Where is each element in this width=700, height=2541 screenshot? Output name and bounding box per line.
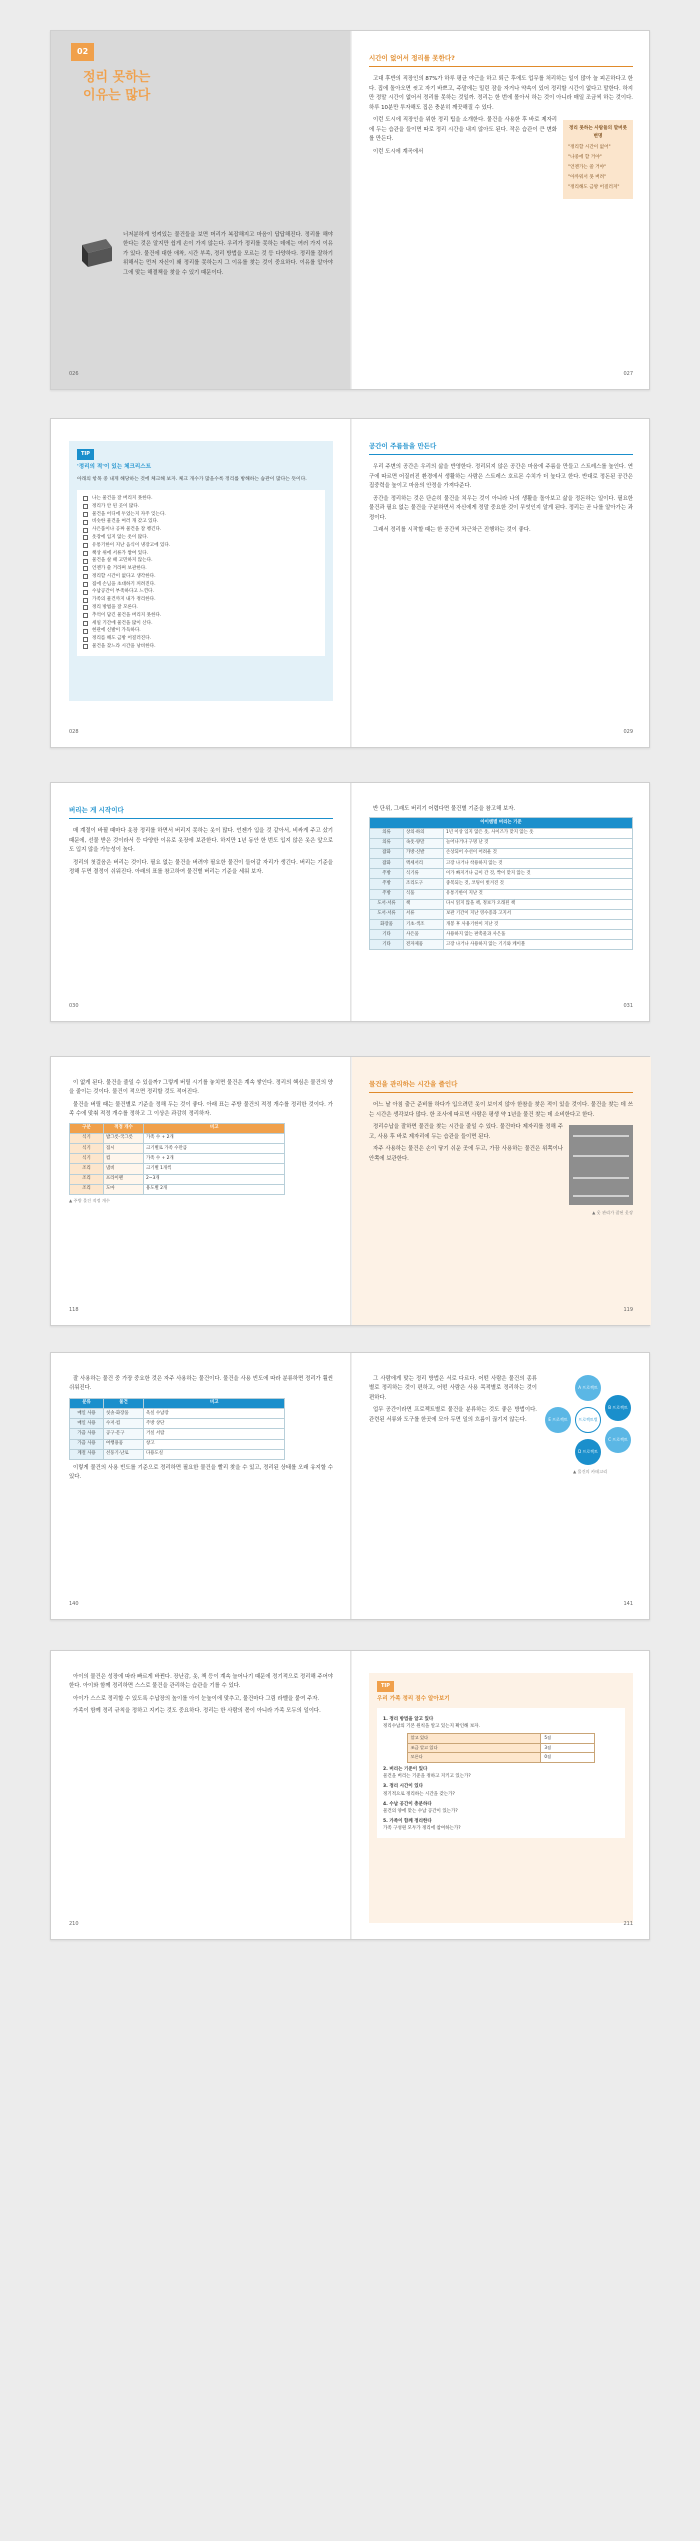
closet-shelf bbox=[573, 1155, 629, 1157]
table-cell: 조리 bbox=[70, 1184, 104, 1194]
page-number: 140 bbox=[69, 1601, 79, 1608]
paragraph: 이렇게 물건의 사용 빈도를 기준으로 정리하면 필요한 물건을 빨리 찾을 수 있고, 정리된 상태를 오래 유지할 수 있다. bbox=[69, 1464, 333, 1481]
diagram-node: D 프로젝트 bbox=[575, 1439, 601, 1465]
checklist-label: 물건을 찾느라 시간을 낭비한다. bbox=[92, 644, 156, 650]
table-cell: 사은품 bbox=[404, 930, 444, 940]
table-cell: 유통기한이 지난 것 bbox=[444, 889, 633, 899]
table-row bbox=[407, 1733, 595, 1743]
question-title: 5. 가족이 함께 정리한다 bbox=[383, 1819, 432, 1825]
chapter-title-line: 이유는 많다 bbox=[83, 88, 151, 104]
checklist-box bbox=[69, 441, 333, 701]
checkbox[interactable] bbox=[83, 629, 88, 634]
checklist-item[interactable] bbox=[83, 588, 319, 596]
book-spread-6 bbox=[50, 1650, 650, 1940]
book-spread-1 bbox=[50, 30, 650, 390]
checkbox[interactable] bbox=[83, 543, 88, 548]
table-cell: 액세서리 bbox=[404, 859, 444, 869]
table-cell: 매일 사용 bbox=[70, 1419, 104, 1429]
table-row bbox=[70, 1164, 285, 1174]
checkbox[interactable] bbox=[83, 574, 88, 579]
table-cell: 식기 bbox=[70, 1144, 104, 1154]
table-cell: 조리 bbox=[70, 1174, 104, 1184]
table-header: 비고 bbox=[144, 1398, 285, 1408]
tip-badge: TIP bbox=[377, 1681, 394, 1692]
table-row bbox=[370, 838, 633, 848]
checklist-label: 사은품이나 공짜 물건을 잘 챙긴다. bbox=[92, 527, 162, 533]
checklist-label: 물건을 어디에 두었는지 자주 잊는다. bbox=[92, 511, 166, 517]
section-body bbox=[369, 75, 633, 191]
checklist-label: 현관에 신발이 가득하다. bbox=[92, 628, 141, 634]
checklist-label: 물건을 살 때 고민하지 않는다. bbox=[92, 558, 153, 564]
table-row bbox=[70, 1133, 285, 1143]
paragraph: 자주 사용하는 물건은 손이 닿기 쉬운 곳에 두고, 가끔 사용하는 물건은 위쪽이나 안쪽에 보관한다. bbox=[369, 1146, 563, 1162]
section-body bbox=[69, 1079, 333, 1120]
checkbox[interactable] bbox=[83, 582, 88, 587]
section-body bbox=[69, 827, 333, 877]
table-cell: 가족 수 + 2개 bbox=[144, 1154, 285, 1164]
table-cell: 주방 상단 bbox=[144, 1419, 285, 1429]
closet-shelf bbox=[573, 1135, 629, 1137]
page-number: 026 bbox=[69, 371, 79, 378]
checklist-item[interactable] bbox=[83, 596, 319, 604]
paragraph: 물건을 버릴 때는 물건별로 기준을 정해 두는 것이 좋다. 아래 표는 주방 물건의 적정 개수를 정리한 것이다. 가족 수에 맞춰 적정 개수를 정하고 그 이상은 과감히 정리하자. bbox=[69, 1101, 333, 1118]
table-cell: 식기 bbox=[70, 1154, 104, 1164]
checklist-item[interactable] bbox=[83, 627, 319, 635]
paragraph: 잘 사용하는 물건 중 가장 중요한 것은 자주 사용하는 물건이다. 물건을 사용 빈도에 따라 분류하면 정리가 훨씬 쉬워진다. bbox=[69, 1376, 333, 1392]
paragraph: 이런 도시에 계곡에서 bbox=[373, 148, 424, 155]
list-item: "아까워서 못 버려" bbox=[568, 175, 607, 181]
table-row bbox=[70, 1174, 285, 1184]
table-cell: 화장품 bbox=[370, 920, 404, 930]
table-row bbox=[370, 899, 633, 909]
checklist-label: 정리할 시간이 없다고 생각한다. bbox=[92, 573, 156, 579]
section-title: 물건을 관리하는 시간을 줄인다 bbox=[369, 1079, 633, 1093]
table-cell: 계절 사용 bbox=[70, 1449, 104, 1459]
table-cell: 사용하지 않는 판촉물과 사은품 bbox=[444, 930, 633, 940]
section-title: 버리는 게 시작이다 bbox=[69, 805, 333, 819]
question-text: 물건의 양에 맞는 수납 공간이 있는가? bbox=[383, 1809, 458, 1814]
paragraph: 이 없게 된다. 물건을 줄일 수 있을까? 그렇게 버릴 시기를 놓치면 물건은 계속 쌓인다. 정리의 핵심은 물건의 양을 줄이는 것이다. 물건이 적으면 정리할 것도 적어진다. bbox=[69, 1080, 333, 1096]
list-item: "언젠가는 쓸 거야" bbox=[568, 165, 607, 171]
paragraph: 공간을 정리하는 것은 단순히 물건을 치우는 것이 아니라 나의 생활을 돌아보고 삶을 정돈하는 일이다. 필요한 물건과 필요 없는 물건을 구분하면서 자신에게 정말 중요한 것이 무엇인지 알게 된다. 정리는 곧 나를 알아가는 과정이다. bbox=[369, 495, 633, 521]
diagram-node: B 프로젝트 bbox=[605, 1395, 631, 1421]
section-body bbox=[69, 1375, 333, 1394]
checkbox[interactable] bbox=[83, 613, 88, 618]
excuse-box bbox=[563, 120, 633, 199]
score-table bbox=[407, 1733, 596, 1763]
table-cell: 크기별로 가족 수만큼 bbox=[144, 1144, 285, 1154]
chapter-title-line: 정리 못하는 bbox=[83, 70, 151, 85]
table-cell: 전자제품 bbox=[404, 940, 444, 950]
table-cell: 기초·색조 bbox=[404, 920, 444, 930]
checklist-label: 언젠가 쓸 거라며 보관한다. bbox=[92, 566, 147, 572]
table-cell: 2~3개 bbox=[144, 1174, 285, 1184]
left-page bbox=[51, 419, 351, 747]
checklist-item[interactable] bbox=[83, 604, 319, 612]
chapter-title bbox=[83, 69, 150, 105]
section-title: 공간이 주름들을 만든다 bbox=[369, 441, 633, 455]
table-cell: 속옷·양말 bbox=[404, 838, 444, 848]
paragraph: 업무 공간이라면 프로젝트별로 물건을 분류하는 것도 좋은 방법이다. 관련된 서류와 도구를 한곳에 모아 두면 일의 흐름이 끊기지 않는다. bbox=[369, 1407, 537, 1423]
question-title: 1. 정리 방법을 알고 있다 bbox=[383, 1716, 434, 1722]
section-body bbox=[369, 1375, 633, 1474]
section-body bbox=[369, 1101, 633, 1216]
tip-title: 우리 가족 정리 점수 알아보기 bbox=[377, 1695, 450, 1702]
chapter-number: 02 bbox=[71, 43, 94, 61]
checklist-item[interactable] bbox=[83, 581, 319, 589]
list-item: "정리해도 금방 어질러져" bbox=[568, 185, 620, 191]
checkbox[interactable] bbox=[83, 520, 88, 525]
table-cell: 가방·신발 bbox=[404, 848, 444, 858]
checklist-label: 책상 위에 서류가 쌓여 있다. bbox=[92, 550, 149, 556]
checklist-item[interactable] bbox=[83, 503, 319, 511]
table-row bbox=[70, 1429, 285, 1439]
table-cell: 의류 bbox=[370, 838, 404, 848]
checkbox[interactable] bbox=[83, 551, 88, 556]
tip-intro: 아래의 항목 중 내게 해당하는 것에 체크해 보자. 체크 개수가 많을수록 정리를 방해하는 습관이 많다는 뜻이다. bbox=[77, 476, 307, 482]
page-number: 028 bbox=[69, 729, 79, 736]
book-spread-5 bbox=[50, 1352, 650, 1620]
table-row bbox=[370, 930, 633, 940]
table-cell: 조리도구 bbox=[404, 879, 444, 889]
table-cell: 책 bbox=[404, 899, 444, 909]
question-text: 물건을 버리는 기준을 정하고 지키고 있는가? bbox=[383, 1774, 471, 1780]
table-row bbox=[70, 1439, 285, 1449]
table-cell: 서류 bbox=[404, 909, 444, 919]
checkbox[interactable] bbox=[83, 605, 88, 610]
table-cell: 도서·서류 bbox=[370, 909, 404, 919]
section-title: 시간이 없어서 정리를 못한다? bbox=[369, 53, 633, 67]
paragraph: 이런 도시에 직장인을 위한 정리 팁을 소개한다. 물건을 사용한 후 바로 제자리에 두는 습관을 들이면 따로 정리 시간을 내지 않아도 된다. 작은 습관이 큰 변화를 만든다. bbox=[369, 117, 557, 143]
kitchen-items-table bbox=[69, 1123, 285, 1195]
checklist-item[interactable] bbox=[83, 550, 319, 558]
table-cell: 여행용품 bbox=[104, 1439, 144, 1449]
table-cell: 알고 있다 bbox=[407, 1733, 541, 1743]
question-title: 4. 수납 공간이 충분하다 bbox=[383, 1801, 432, 1807]
page-number: 031 bbox=[623, 1003, 633, 1010]
closet-shelf bbox=[573, 1177, 629, 1179]
left-page bbox=[51, 1353, 351, 1619]
checklist-item[interactable] bbox=[83, 518, 319, 526]
table-row bbox=[370, 869, 633, 879]
diagram-node: E 프로젝트 bbox=[545, 1407, 571, 1433]
table-cell: 잡화 bbox=[370, 848, 404, 858]
section-body bbox=[369, 463, 633, 535]
paragraph: 정리수납을 잘하면 물건을 찾는 시간을 줄일 수 있다. 물건마다 제자리를 정해 주고, 사용 후 바로 제자리에 두는 습관을 들이면 된다. bbox=[369, 1124, 563, 1140]
checklist-label: 정리가 안 된 곳이 많다. bbox=[92, 503, 140, 509]
table-cell: 3점 bbox=[541, 1743, 595, 1753]
left-page bbox=[51, 1651, 351, 1939]
table-row bbox=[370, 879, 633, 889]
page-number: 030 bbox=[69, 1003, 79, 1010]
question-text: 가족 구성원 모두가 정리에 참여하는가? bbox=[383, 1826, 461, 1832]
checkbox[interactable] bbox=[83, 598, 88, 603]
table-cell: 크기별 1개씩 bbox=[144, 1164, 285, 1174]
paragraph: 고대 후반의 직장인의 87%가 하루 평균 야근을 하고 퇴근 후에도 업무를 처리하는 일이 많아 늘 피곤하다고 한다. 집에 돌아오면 씻고 자기 바쁘고, 주말에는 밀린 잠을 자거나 약속이 있어 정리할 시간이 없다고 말한다. 하지만 정말 시간이 없어서 정리를 못하는 것일까. 정리는 한 번에 몰아서 하는 것이 아니라 매일 조금씩 하는 것이다. 하루 10분만 투자해도 집은 충분히 깨끗해질 수 있다. bbox=[369, 76, 633, 111]
list-item: "정리할 시간이 없어" bbox=[568, 145, 611, 151]
table-header: 구분 bbox=[70, 1123, 104, 1133]
checklist-label: 정리 방법을 잘 모른다. bbox=[92, 605, 138, 611]
checkbox[interactable] bbox=[83, 621, 88, 626]
checklist-item[interactable] bbox=[83, 557, 319, 565]
discard-criteria-table bbox=[369, 817, 633, 950]
table-row bbox=[70, 1419, 285, 1429]
checklist-label: 가족의 물건까지 내가 정리한다. bbox=[92, 597, 156, 603]
tip-badge: TIP bbox=[77, 449, 94, 460]
checklist bbox=[77, 490, 325, 656]
checkbox[interactable] bbox=[83, 528, 88, 533]
table-header: 물건 bbox=[104, 1398, 144, 1408]
table-cell: 고장 나거나 착용하지 않는 것 bbox=[444, 859, 633, 869]
table-cell: 밥그릇·국그릇 bbox=[104, 1133, 144, 1143]
table-row bbox=[370, 920, 633, 930]
page-number: 211 bbox=[623, 1921, 633, 1928]
table-row bbox=[370, 828, 633, 838]
right-page bbox=[351, 31, 651, 389]
table-header: 적정 개수 bbox=[104, 1123, 144, 1133]
table-row bbox=[70, 1449, 285, 1459]
tip-title: '정리의 적'이 있는 체크리스트 bbox=[77, 463, 152, 470]
page-number: 027 bbox=[623, 371, 633, 378]
table-cell: 주방 bbox=[370, 869, 404, 879]
table-cell: 칫솔·화장품 bbox=[104, 1409, 144, 1419]
intro-paragraph: 너저분하게 엉켜있는 물건들을 보면 머리가 복잡해지고 마음이 답답해진다. 정리를 해야 한다는 것은 알지만 쉽게 손이 가지 않는다. 우리가 정리를 못하는 데에는 여러 가지 이유가 있다. 물건에 대한 애착, 시간 부족, 정리 방법을 모르는 것 등 다양하다. 정리를 잘하기 위해서는 먼저 자신이 왜 정리를 못하는지 그 이유를 찾는 것이 중요하다. 이유를 알아야 그에 맞는 해결책을 찾을 수 있기 때문이다. bbox=[123, 232, 333, 276]
right-page bbox=[351, 1353, 651, 1619]
checklist-label: 유통기한이 지난 음식이 냉장고에 있다. bbox=[92, 542, 171, 548]
right-page bbox=[351, 1057, 651, 1325]
table-cell: 접시 bbox=[104, 1144, 144, 1154]
diagram-center-node: 프로젝트별 bbox=[575, 1407, 601, 1433]
table-title: 아이템별 버리는 기준 bbox=[370, 818, 633, 828]
checkbox[interactable] bbox=[83, 512, 88, 517]
table-row bbox=[370, 848, 633, 858]
paragraph: 우리 주변의 공간은 우리의 삶을 반영한다. 정리되지 않은 공간은 마음에 주름을 만들고 스트레스를 높인다. 연구에 따르면 어질러진 환경에서 생활하는 사람은 스트레스 호르몬 수치가 더 높다고 한다. 반대로 정돈된 공간은 집중력을 높이고 마음의 안정을 가져다준다. bbox=[369, 464, 633, 490]
table-cell: 도서·서류 bbox=[370, 899, 404, 909]
table-cell: 수저·컵 bbox=[104, 1419, 144, 1429]
paragraph: 아이의 물건은 성장에 따라 빠르게 바뀐다. 장난감, 옷, 책 등이 계속 늘어나기 때문에 정기적으로 정리해 주어야 한다. 아이와 함께 정리하면 스스로 물건을 관리하는 습관을 기를 수 있다. bbox=[69, 1674, 333, 1690]
left-page bbox=[51, 783, 351, 1021]
checkbox[interactable] bbox=[83, 637, 88, 642]
score-questions bbox=[377, 1708, 625, 1838]
table-cell: 창고 bbox=[144, 1439, 285, 1449]
checklist-label: 집에 손님을 초대하기 꺼려진다. bbox=[92, 581, 156, 587]
table-cell: 기타 bbox=[370, 940, 404, 950]
box-illustration-icon bbox=[76, 231, 116, 271]
table-cell: 조금 알고 있다 bbox=[407, 1743, 541, 1753]
table-row bbox=[407, 1753, 595, 1763]
table-cell: 식품 bbox=[404, 889, 444, 899]
section-body bbox=[69, 1464, 333, 1483]
table-row bbox=[70, 1184, 285, 1194]
table-cell: 선풍기·난로 bbox=[104, 1449, 144, 1459]
table-cell: 보관 기간이 지난 영수증과 고지서 bbox=[444, 909, 633, 919]
paragraph: 그 사람에게 맞는 정리 방법은 서로 다르다. 어떤 사람은 물건의 종류별로 정리하는 것이 편하고, 어떤 사람은 사용 목적별로 정리하는 것이 편하다. bbox=[369, 1376, 537, 1401]
paragraph: 가족이 함께 정리 규칙을 정하고 지키는 것도 중요하다. 정리는 한 사람의 몫이 아니라 가족 모두의 일이다. bbox=[73, 1708, 321, 1715]
project-category-diagram bbox=[543, 1375, 633, 1474]
page-number: 029 bbox=[623, 729, 633, 736]
table-cell: 손상되어 수선이 어려운 것 bbox=[444, 848, 633, 858]
checklist-item[interactable] bbox=[83, 511, 319, 519]
checklist-label: 나는 물건을 잘 버리지 못한다. bbox=[92, 495, 153, 501]
diagram-node: C 프로젝트 bbox=[605, 1427, 631, 1453]
checkbox[interactable] bbox=[83, 535, 88, 540]
table-row bbox=[70, 1409, 285, 1419]
table-cell: 조리 bbox=[70, 1164, 104, 1174]
table-cell: 개봉 후 사용기한이 지난 것 bbox=[444, 920, 633, 930]
table-cell: 기타 bbox=[370, 930, 404, 940]
checklist-item[interactable] bbox=[83, 542, 319, 550]
table-cell: 모른다 bbox=[407, 1753, 541, 1763]
right-page bbox=[351, 1651, 651, 1939]
table-row bbox=[70, 1154, 285, 1164]
left-page bbox=[51, 1057, 351, 1325]
frequency-table bbox=[69, 1398, 285, 1460]
section-body bbox=[69, 1673, 333, 1717]
table-header: 분류 bbox=[70, 1398, 104, 1408]
checklist-label: 수납공간이 부족하다고 느낀다. bbox=[92, 589, 155, 595]
checkbox[interactable] bbox=[83, 559, 88, 564]
table-cell: 중복되는 것, 코팅이 벗겨진 것 bbox=[444, 879, 633, 889]
paragraph: 아이가 스스로 정리할 수 있도록 수납장의 높이를 아이 눈높이에 맞추고, 물건마다 그림 라벨을 붙여 주자. bbox=[73, 1695, 320, 1702]
checklist-item[interactable] bbox=[83, 495, 319, 503]
diagram-caption: ▲ 물건의 카테고리 bbox=[573, 1469, 608, 1474]
table-row bbox=[370, 940, 633, 950]
closet-photo bbox=[569, 1125, 633, 1205]
table-cell: 공구·문구 bbox=[104, 1429, 144, 1439]
paragraph: 매 계절이 바뀔 때마다 옷장 정리를 하면서 버리지 못하는 옷이 많다. 언젠가 입을 것 같아서, 비싸게 주고 샀기 때문에, 선물 받은 것이라서 등 다양한 이유로 옷장에 보관한다. 하지만 1년 동안 한 번도 입지 않은 옷은 앞으로도 입지 않을 가능성이 높다. bbox=[69, 828, 333, 854]
table-cell: 가족 수 + 2개 bbox=[144, 1133, 285, 1143]
table-cell: 늘어나거나 구멍 난 것 bbox=[444, 838, 633, 848]
checklist-item[interactable] bbox=[83, 620, 319, 628]
right-page bbox=[351, 419, 651, 747]
checklist-item[interactable] bbox=[83, 565, 319, 573]
book-spread-3 bbox=[50, 782, 650, 1022]
table-cell: 다시 읽지 않을 책, 정보가 오래된 책 bbox=[444, 899, 633, 909]
table-cell: 잡화 bbox=[370, 859, 404, 869]
checklist-item[interactable] bbox=[83, 635, 319, 643]
table-cell: 1년 이상 입지 않은 옷, 사이즈가 맞지 않는 옷 bbox=[444, 828, 633, 838]
table-cell: 다용도실 bbox=[144, 1449, 285, 1459]
table-cell: 주방 bbox=[370, 879, 404, 889]
checklist-label: 추억이 담긴 물건을 버리지 못한다. bbox=[92, 612, 162, 618]
table-cell: 프라이팬 bbox=[104, 1174, 144, 1184]
checkbox[interactable] bbox=[83, 644, 88, 649]
table-cell: 거실 서랍 bbox=[144, 1429, 285, 1439]
checklist-label: 옷장에 입지 않는 옷이 많다. bbox=[92, 534, 149, 540]
section-body bbox=[369, 805, 633, 814]
checklist-item[interactable] bbox=[83, 534, 319, 542]
table-caption: ▲ 주방 물건 적정 개수 bbox=[69, 1197, 110, 1203]
book-spread-2 bbox=[50, 418, 650, 748]
diagram-node: A 프로젝트 bbox=[575, 1375, 601, 1401]
right-page bbox=[351, 783, 651, 1021]
left-page bbox=[51, 31, 351, 389]
table-cell: 도마 bbox=[104, 1184, 144, 1194]
chapter-intro bbox=[123, 231, 333, 281]
checklist-item[interactable] bbox=[83, 526, 319, 534]
table-cell: 식기 bbox=[70, 1133, 104, 1143]
question-title: 2. 버리는 기준이 있다 bbox=[383, 1767, 428, 1773]
page-number: 119 bbox=[623, 1307, 633, 1314]
book-spread-4 bbox=[50, 1056, 650, 1326]
checkbox[interactable] bbox=[83, 590, 88, 595]
checklist-label: 세일 기간에 물건을 많이 산다. bbox=[92, 620, 153, 626]
table-row bbox=[370, 859, 633, 869]
checkbox[interactable] bbox=[83, 566, 88, 571]
question-text: 정리수납의 기본 원칙을 알고 있는지 확인해 보자. bbox=[383, 1723, 480, 1729]
table-cell: 상의·하의 bbox=[404, 828, 444, 838]
table-cell: 욕실 수납장 bbox=[144, 1409, 285, 1419]
photo-caption: ▲ 옷 관리가 잘된 옷장 bbox=[592, 1210, 633, 1216]
table-cell: 고장 나거나 사용하지 않는 기기와 케이블 bbox=[444, 940, 633, 950]
checklist-label: 비슷한 물건을 여러 개 갖고 있다. bbox=[92, 519, 159, 525]
excuse-box-title: 정리 못하는 사람들의 말버릇 변명 bbox=[568, 126, 628, 140]
checklist-item[interactable] bbox=[83, 643, 319, 651]
paragraph: 반 단위, 그래도 버리기 어렵다면 물건별 기준을 참고해 보자. bbox=[373, 806, 516, 812]
checkbox[interactable] bbox=[83, 496, 88, 501]
list-item: "나중에 할 거야" bbox=[568, 155, 602, 161]
table-cell: 0점 bbox=[541, 1753, 595, 1763]
table-cell: 매일 사용 bbox=[70, 1409, 104, 1419]
table-cell: 가끔 사용 bbox=[70, 1439, 104, 1449]
page-number: 210 bbox=[69, 1921, 79, 1928]
closet-shelf bbox=[573, 1195, 629, 1197]
table-cell: 이가 빠지거나 금이 간 것, 짝이 맞지 않는 것 bbox=[444, 869, 633, 879]
excuse-list bbox=[568, 144, 628, 192]
checklist-item[interactable] bbox=[83, 612, 319, 620]
paragraph: 그래서 정리를 시작할 때는 한 공간씩 차근차근 진행하는 것이 좋다. bbox=[373, 527, 531, 534]
table-row bbox=[407, 1743, 595, 1753]
table-row bbox=[370, 909, 633, 919]
question-title: 3. 정리 시간이 있다 bbox=[383, 1784, 423, 1790]
table-cell: 의류 bbox=[370, 828, 404, 838]
page-number: 141 bbox=[623, 1601, 633, 1608]
page-number: 118 bbox=[69, 1307, 79, 1314]
table-cell: 5점 bbox=[541, 1733, 595, 1743]
paragraph: 어느 날 아침 출근 준비를 하다가 입으려던 옷이 보이지 않아 한참을 찾은 적이 있을 것이다. 물건을 찾는 데 쓰는 시간은 생각보다 많다. 한 조사에 따르면 사람은 평생 약 1년을 물건 찾는 데 소비한다고 한다. bbox=[369, 1102, 633, 1118]
table-cell: 식기류 bbox=[404, 869, 444, 879]
score-tip-box bbox=[369, 1673, 633, 1923]
table-header: 비고 bbox=[144, 1123, 285, 1133]
paragraph: 정리의 첫걸음은 버리는 것이다. 필요 없는 물건을 버려야 필요한 물건이 들어갈 자리가 생긴다. 버리는 기준을 정해 두면 결정이 쉬워진다. 아래의 표를 참고하여 물건별 버리는 기준을 세워 보자. bbox=[69, 859, 333, 876]
table-row bbox=[70, 1144, 285, 1154]
checklist-label: 정리를 해도 금방 어질러진다. bbox=[92, 636, 152, 642]
table-cell: 냄비 bbox=[104, 1164, 144, 1174]
table-cell: 용도별 2개 bbox=[144, 1184, 285, 1194]
table-cell: 가끔 사용 bbox=[70, 1429, 104, 1439]
table-cell: 주방 bbox=[370, 889, 404, 899]
question-text: 정기적으로 정리하는 시간을 갖는가? bbox=[383, 1791, 455, 1797]
checklist-item[interactable] bbox=[83, 573, 319, 581]
checkbox[interactable] bbox=[83, 504, 88, 509]
table-row bbox=[370, 889, 633, 899]
table-cell: 컵 bbox=[104, 1154, 144, 1164]
